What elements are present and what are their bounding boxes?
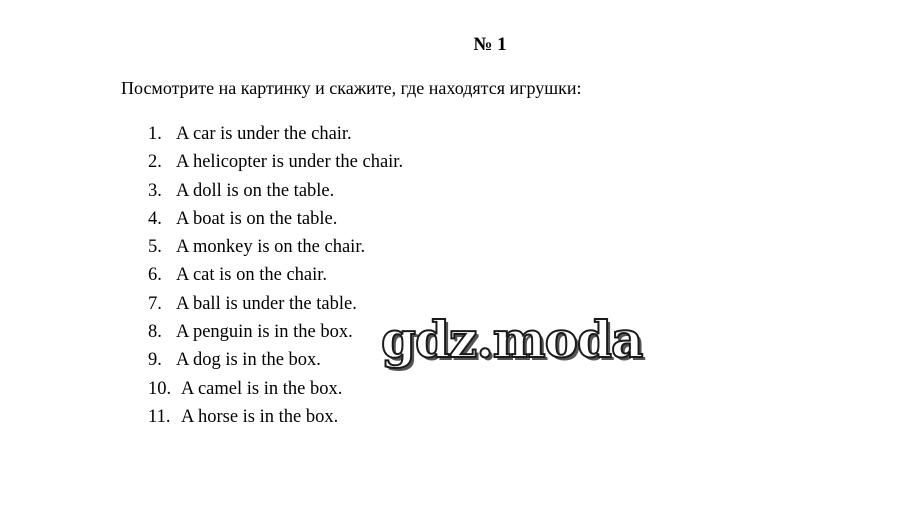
item-text: A doll is on the table. <box>176 180 335 201</box>
list-item <box>148 375 403 403</box>
item-text: A camel is in the box. <box>181 378 343 399</box>
watermark-logo: gdz.moda <box>381 310 643 369</box>
list-item <box>148 346 403 374</box>
item-text: A boat is on the table. <box>176 208 338 229</box>
list-item <box>148 261 403 289</box>
item-number: 8. <box>148 322 162 343</box>
item-text: A dog is in the box. <box>176 350 321 371</box>
list-item <box>148 290 403 318</box>
list-item <box>148 233 403 261</box>
item-number: 2. <box>148 152 162 173</box>
item-text: A cat is on the chair. <box>176 265 328 286</box>
list-item <box>148 318 403 346</box>
list-item <box>148 177 403 205</box>
item-number: 3. <box>148 180 162 201</box>
list-item <box>148 403 403 431</box>
list-item <box>148 120 403 148</box>
item-number: 5. <box>148 237 162 258</box>
item-number: 9. <box>148 350 162 371</box>
item-number: 6. <box>148 265 162 286</box>
item-text: A monkey is on the chair. <box>176 237 366 258</box>
item-number: 4. <box>148 208 162 229</box>
item-text: A helicopter is under the chair. <box>176 152 404 173</box>
list-item <box>148 148 403 176</box>
item-text: A horse is in the box. <box>181 406 339 427</box>
answer-list <box>148 120 403 431</box>
item-number: 10. <box>148 378 172 399</box>
list-item <box>148 205 403 233</box>
item-number: 1. <box>148 124 162 144</box>
exercise-instruction: Посмотрите на картинку и скажите, где находятся игрушки: <box>121 78 582 98</box>
item-number: 7. <box>148 293 162 314</box>
item-number: 11. <box>148 406 171 427</box>
item-text: A ball is under the table. <box>176 293 357 314</box>
item-text: A penguin is in the box. <box>176 322 353 343</box>
item-text: A car is under the chair. <box>176 124 352 144</box>
exercise-title: № 1 <box>473 34 507 55</box>
